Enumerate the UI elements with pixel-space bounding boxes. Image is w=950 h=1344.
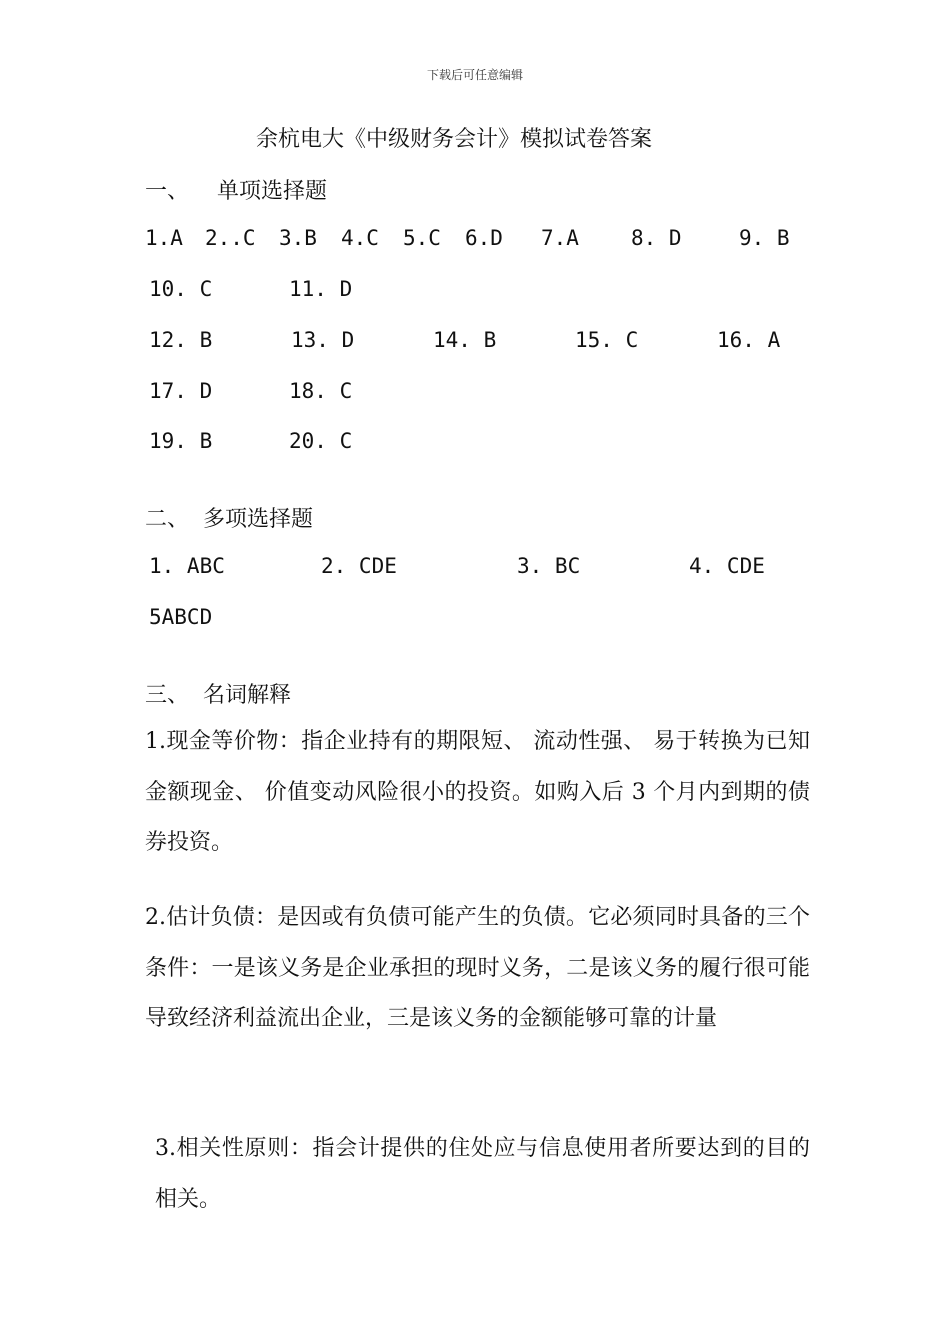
answer-item: 8. D: [631, 226, 682, 250]
answer-item: 20. C: [289, 429, 353, 453]
answer-item: 1. ABC: [149, 554, 225, 578]
definition-estimated-liabilities: 2.估计负债：是因或有负债可能产生的负债。它必须同时具备的三个条件：一是该义务是企业承担的现时义务，二是该义务的履行很可能导致经济利益流出企业，三是该义务的金额能够可靠的计量: [145, 905, 810, 1031]
answer-item: 10. C: [149, 277, 213, 301]
answer-item: 11. D: [289, 277, 353, 301]
answer-item: 4. CDE: [689, 554, 765, 578]
answer-item: 12. B: [149, 328, 213, 352]
answer-item: 5.C: [403, 226, 441, 250]
definition-cash-equivalents: 1.现金等价物：指企业持有的期限短、 流动性强、 易于转换为已知金额现金、 价值变动风险很小的投资。如购入后 3 个月内到期的债券投资。: [145, 729, 810, 855]
answer-item: 5ABCD: [149, 605, 213, 629]
section-heading-single-choice: 一、 单项选择题: [145, 179, 327, 204]
answer-item: 2..C: [205, 226, 256, 250]
answer-item: 19. B: [149, 429, 213, 453]
definition-relevance-principle: 3.相关性原则：指会计提供的住处应与信息使用者所要达到的目的相关。: [155, 1136, 810, 1212]
answer-item: 9. B: [739, 226, 790, 250]
answer-item: 15. C: [575, 328, 639, 352]
answer-row: [145, 429, 353, 501]
answer-item: 16. A: [717, 328, 781, 352]
header-note: 下载后可任意编辑: [426, 68, 523, 82]
answer-item: 13. D: [291, 328, 355, 352]
section-heading-multiple-choice: 二、 多项选择题: [145, 507, 313, 532]
answer-item: 3. BC: [517, 554, 581, 578]
document-title: 余杭电大《中级财务会计》模拟试卷答案: [255, 127, 652, 152]
answer-item: 7.A: [541, 226, 579, 250]
section-heading-term-definitions: 三、 名词解释: [145, 683, 291, 708]
answer-item: 2. CDE: [321, 554, 397, 578]
answer-item: 17. D: [149, 379, 213, 403]
answer-item: 1.A: [145, 226, 183, 250]
answer-item: 3.B: [279, 226, 317, 250]
answer-row: [145, 605, 213, 653]
answer-item: 14. B: [433, 328, 497, 352]
answer-item: 18. C: [289, 379, 353, 403]
answer-item: 6.D: [465, 226, 503, 250]
answer-item: 4.C: [341, 226, 379, 250]
